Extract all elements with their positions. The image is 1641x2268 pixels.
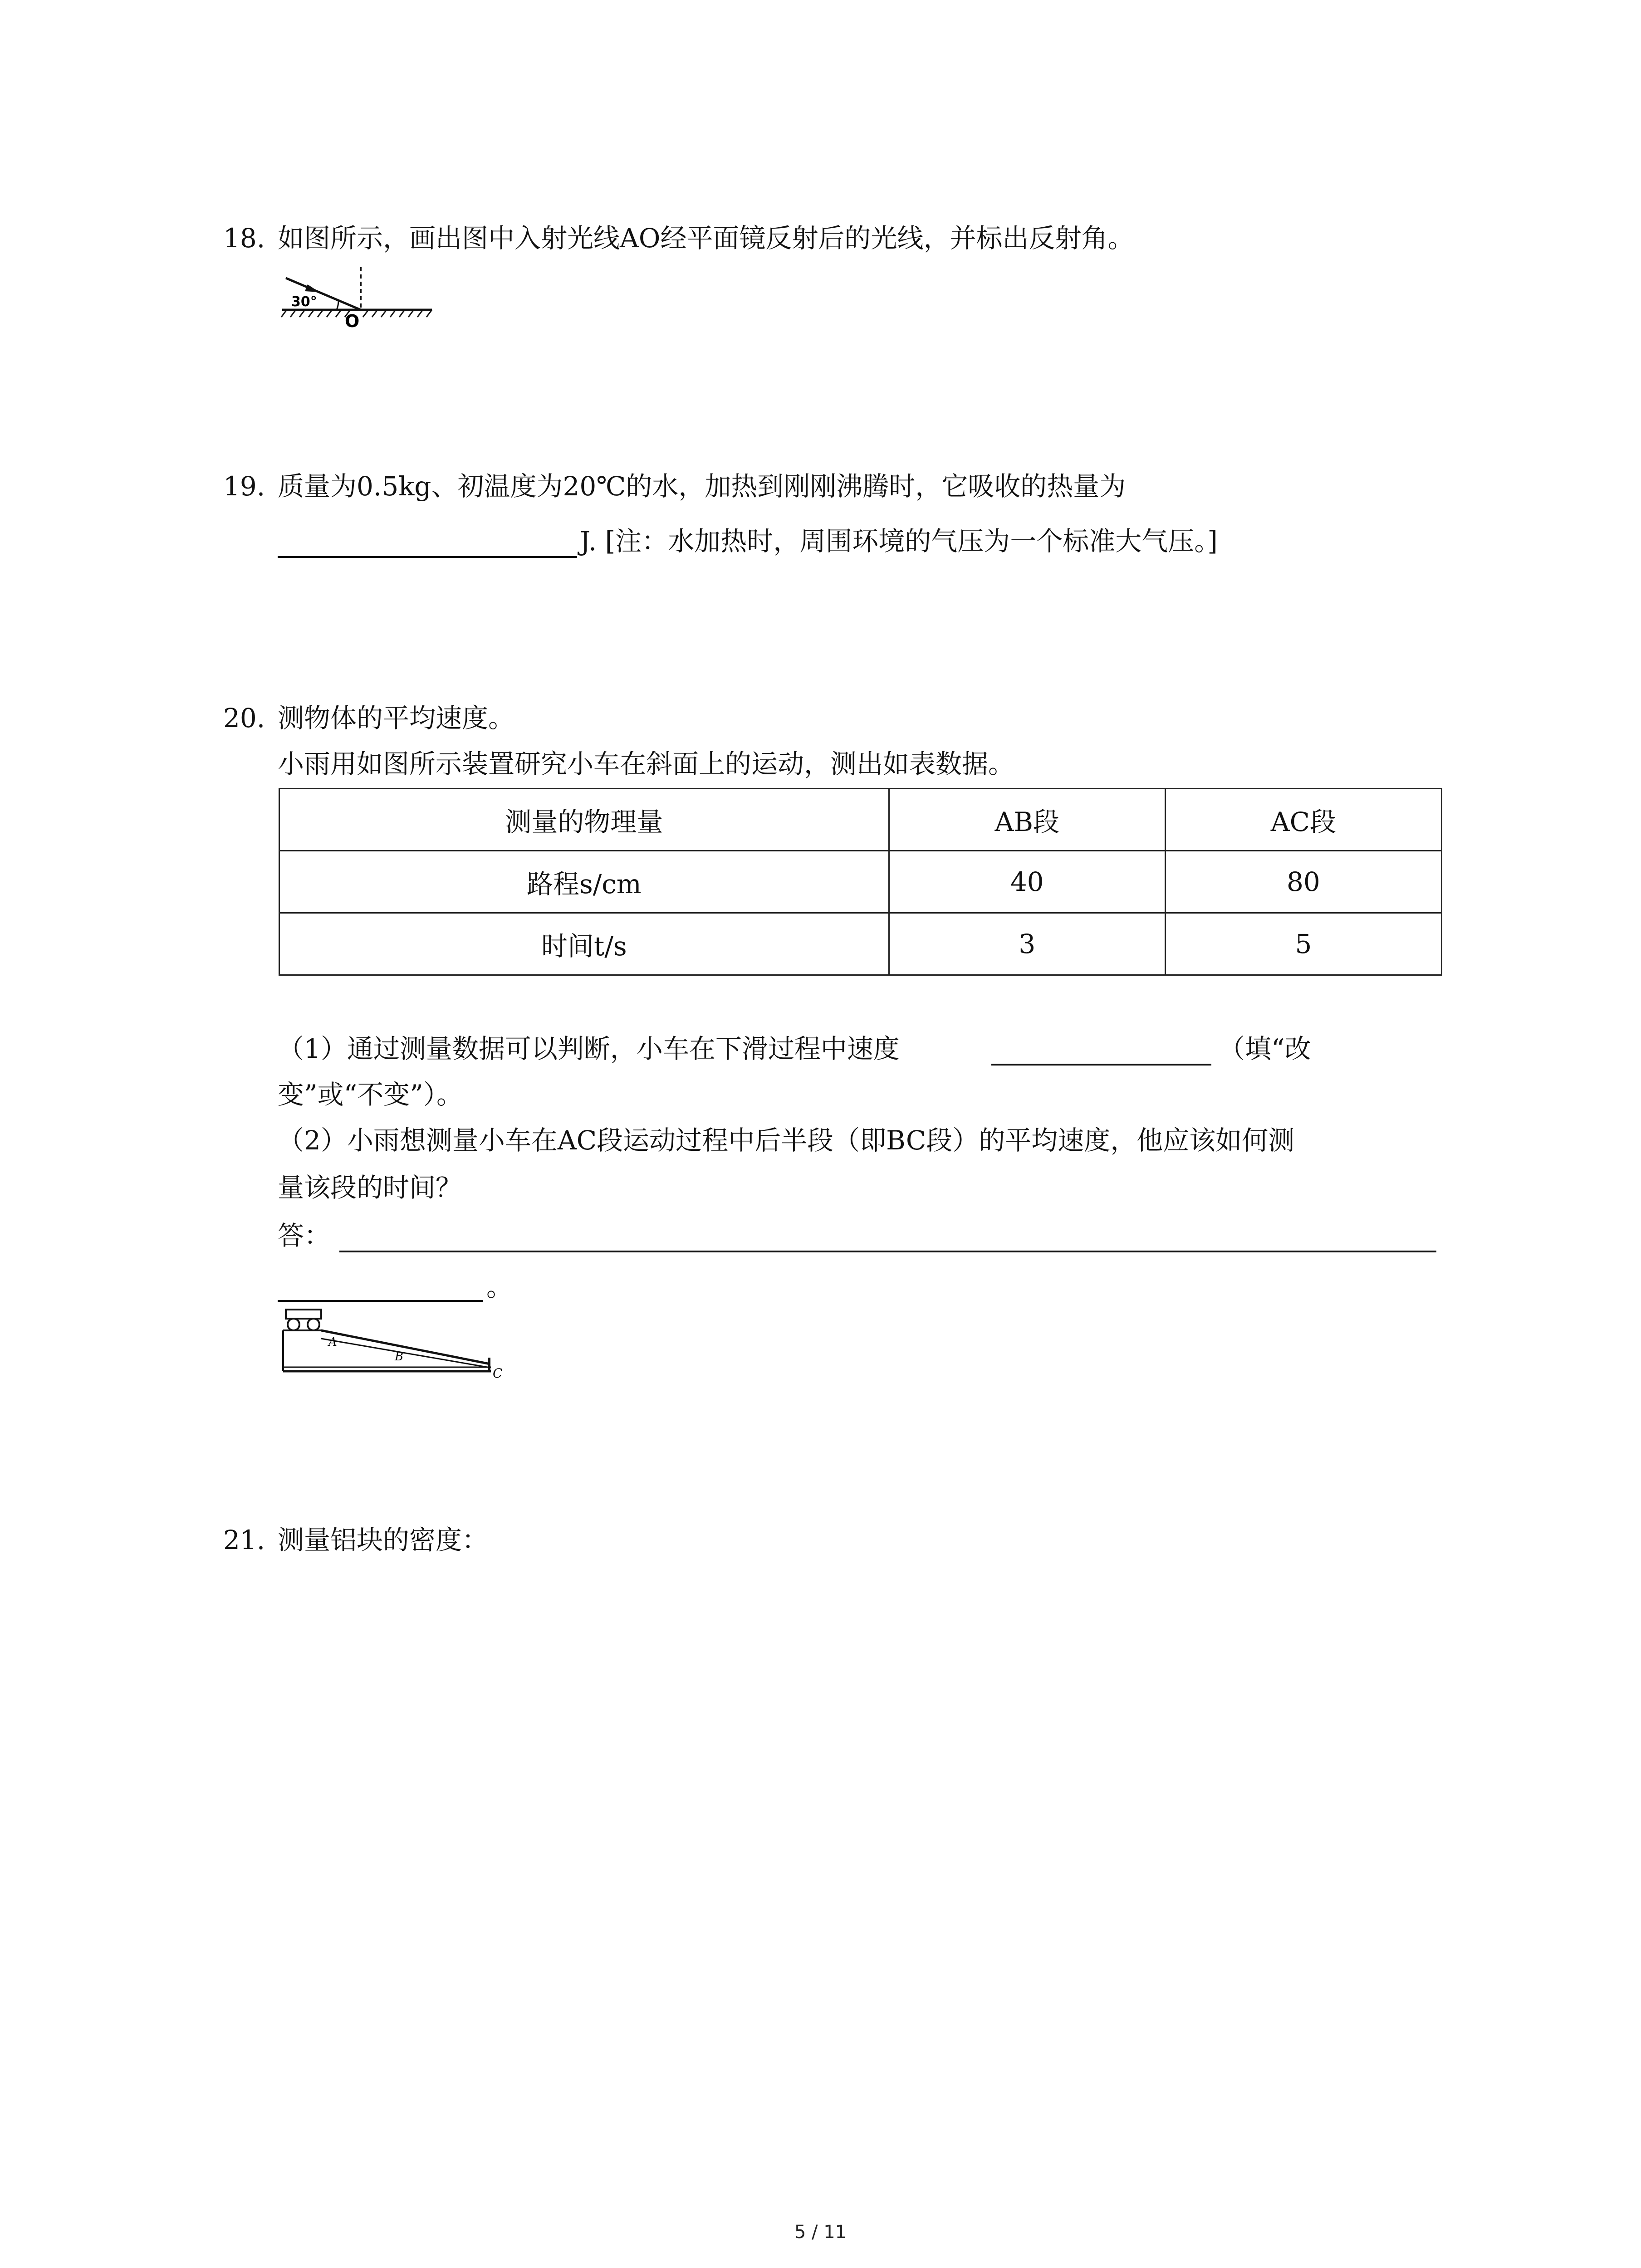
table-cell: 3 [889, 913, 1165, 975]
q20-data-table [279, 788, 1442, 976]
q20-title: 测物体的平均速度。 [278, 703, 515, 733]
q20-label-a: A [328, 1335, 337, 1349]
table-header-cell: AC段 [1165, 789, 1441, 851]
q18-angle-label: 30° [291, 294, 317, 310]
q20-part2-text: （2）小雨想测量小车在AC段运动过程中后半段（即BC段）的平均速度，他应该如何测 [278, 1125, 1295, 1156]
q18-text: 如图所示，画出图中入射光线AO经平面镜反射后的光线，并标出反射角。 [278, 223, 1134, 254]
q20-incline-figure [278, 1304, 505, 1381]
table-row [279, 913, 1442, 975]
q20-intro: 小雨用如图所示装置研究小车在斜面上的运动，测出如表数据。 [278, 748, 1015, 779]
q19-text: 质量为0.5kg、初温度为20℃的水，加热到刚刚沸腾时，它吸收的热量为 [278, 471, 1126, 502]
q20-part1-text-line2: 变”或“不变”）。 [278, 1079, 463, 1110]
table-header-cell: 测量的物理量 [279, 789, 889, 851]
table-header-cell: AB段 [889, 789, 1165, 851]
table-cell: 路程s/cm [279, 851, 889, 913]
table-cell: 80 [1165, 851, 1441, 913]
q20-part2-text-line2: 量该段的时间？ [278, 1172, 462, 1203]
q19-tail: J. [注：水加热时，周围环境的气压为一个标准大气压。] [580, 526, 1218, 557]
q20-part1-blank[interactable] [991, 1064, 1211, 1066]
q20-part1-text: （1）通过测量数据可以判断，小车在下滑过程中速度 [278, 1033, 900, 1064]
page-number: 5 / 11 [794, 2222, 847, 2243]
table-row [279, 851, 1442, 913]
q20-answer-line-2[interactable] [278, 1300, 483, 1302]
table-cell: 5 [1165, 913, 1441, 975]
q21-number: 21. [223, 1525, 265, 1555]
q19-answer-blank[interactable] [278, 556, 577, 558]
table-cell: 时间t/s [279, 913, 889, 975]
q21-text: 测量铝块的密度： [278, 1525, 489, 1555]
q18-point-label: O [345, 311, 360, 329]
table-header-row [279, 789, 1442, 851]
q20-number: 20. [223, 703, 265, 733]
q18-mirror-figure [278, 265, 436, 329]
q20-label-b: B [395, 1350, 404, 1364]
q18-number: 18. [223, 223, 265, 254]
q20-answer-end: 。 [486, 1271, 513, 1302]
table-cell: 40 [889, 851, 1165, 913]
q20-answer-label: 答： [278, 1220, 331, 1251]
q20-part1-text-end: （填“改 [1219, 1033, 1311, 1064]
q19-number: 19. [223, 471, 265, 502]
q20-label-c: C [493, 1366, 503, 1381]
q20-answer-line-1[interactable] [339, 1251, 1436, 1252]
